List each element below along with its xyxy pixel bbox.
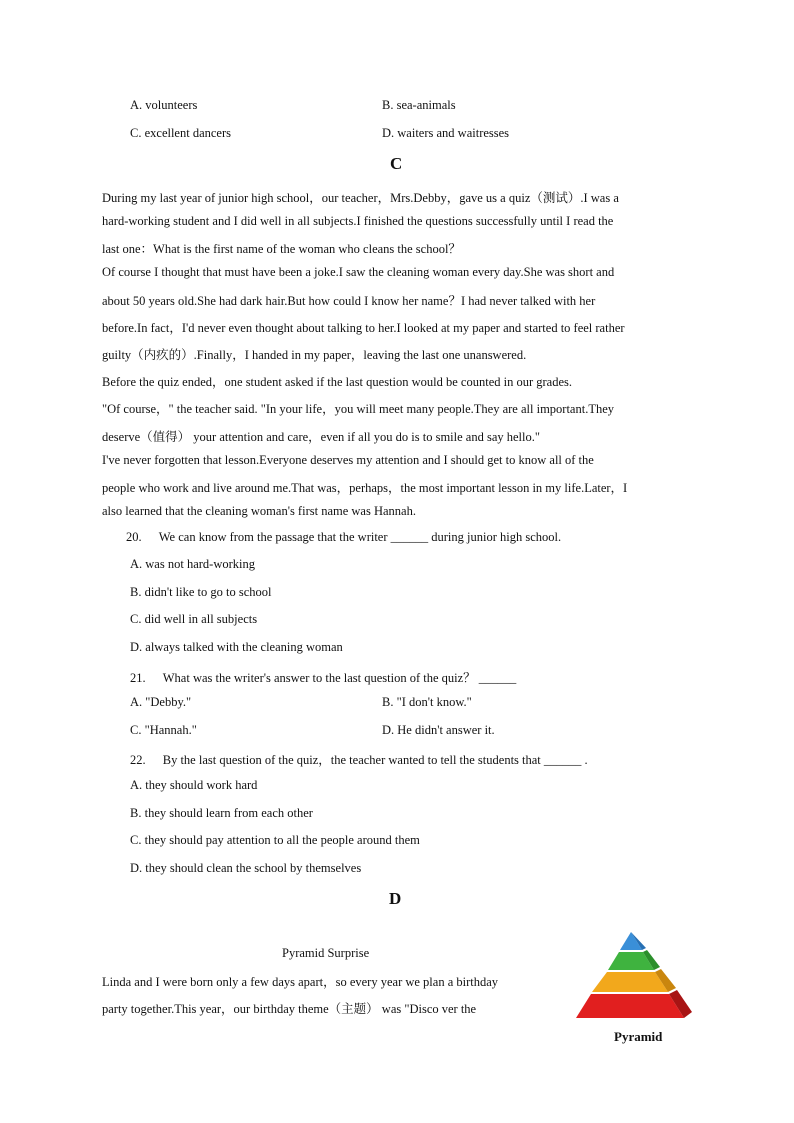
option-letter: C. — [130, 833, 142, 847]
option-b — [382, 695, 472, 710]
option-d — [382, 723, 495, 738]
question-stem: What was the writer's answer to the last question of the quiz？ ______ — [162, 671, 517, 685]
option-a — [130, 778, 257, 793]
passage-line: last one：What is the first name of the woman who cleans the school？ — [102, 242, 461, 256]
question-number: 22. — [130, 753, 146, 767]
option-text: "Debby." — [145, 695, 192, 709]
pyramid-caption: Pyramid — [614, 1029, 663, 1044]
option-d — [382, 126, 509, 141]
passage-line: about 50 years old.She had dark hair.But how could I know her name？I had never talked with her — [102, 294, 596, 308]
option-letter: B. — [382, 98, 394, 112]
option-letter: C. — [130, 126, 142, 140]
option-letter: B. — [130, 806, 142, 820]
option-letter: A. — [130, 557, 143, 571]
option-text: didn't like to go to school — [144, 585, 272, 599]
option-letter: D. — [382, 723, 395, 737]
pyramid-layer-red — [576, 994, 684, 1018]
passage-line: "Of course，" the teacher said. "In your life，you will meet many people.They are all important.They — [102, 402, 615, 416]
option-text: "I don't know." — [396, 695, 472, 709]
pyramid-graphic — [572, 930, 694, 1026]
option-c — [130, 126, 231, 141]
passage-line: guilty（内疚的）.Finally，I handed in my paper，leaving the last one unanswered. — [102, 348, 527, 362]
passage-line: deserve（值得） your attention and care，even if all you do is to smile and say hello." — [102, 430, 540, 444]
option-c — [130, 833, 420, 848]
passage-line: also learned that the cleaning woman's first name was Hannah. — [102, 504, 416, 518]
option-letter: D. — [130, 861, 143, 875]
option-c — [130, 612, 257, 627]
passage-title: Pyramid Surprise — [282, 946, 370, 960]
option-letter: B. — [130, 585, 142, 599]
option-text: excellent dancers — [144, 126, 232, 140]
option-letter: C. — [130, 723, 142, 737]
passage-line: people who work and live around me.That was，perhaps，the most important lesson in my life.Later，I — [102, 481, 628, 495]
option-letter: B. — [382, 695, 394, 709]
question-21 — [130, 668, 516, 686]
option-text: they should learn from each other — [144, 806, 313, 820]
option-b — [382, 98, 456, 113]
passage-line: Linda and I were born only a few days apart，so every year we plan a birthday — [102, 975, 499, 989]
option-letter: C. — [130, 612, 142, 626]
passage-line: I've never forgotten that lesson.Everyone deserves my attention and I should get to know all of the — [102, 453, 594, 467]
option-d — [130, 861, 361, 876]
option-text: they should pay attention to all the people around them — [144, 833, 420, 847]
pyramid-image — [572, 930, 694, 1048]
passage-line: Of course I thought that must have been a joke.I saw the cleaning woman every day.She was short and — [102, 265, 615, 279]
option-b — [130, 585, 272, 600]
option-letter: A. — [130, 98, 143, 112]
passage-line: During my last year of junior high school，our teacher，Mrs.Debby，gave us a quiz（测试）.I was a — [102, 191, 619, 205]
option-text: sea-animals — [396, 98, 456, 112]
pyramid-layer-orange — [592, 972, 668, 992]
section-c-heading: C — [390, 154, 403, 173]
option-text: volunteers — [145, 98, 198, 112]
option-text: always talked with the cleaning woman — [145, 640, 343, 654]
option-text: did well in all subjects — [144, 612, 258, 626]
option-text: waiters and waitresses — [397, 126, 510, 140]
question-number: 21. — [130, 671, 146, 685]
option-c — [130, 723, 197, 738]
option-letter: D. — [130, 640, 143, 654]
option-letter: D. — [382, 126, 395, 140]
option-letter: A. — [130, 778, 143, 792]
passage-line: hard-working student and I did well in all subjects.I finished the questions successfully until I read the — [102, 214, 614, 228]
passage-line: before.In fact，I'd never even thought about talking to her.I looked at my paper and started to feel rather — [102, 321, 625, 335]
option-text: was not hard-working — [145, 557, 255, 571]
option-a — [130, 695, 191, 710]
option-b — [130, 806, 313, 821]
question-22 — [130, 750, 588, 768]
option-letter: A. — [130, 695, 143, 709]
option-text: they should clean the school by themselves — [145, 861, 362, 875]
question-stem: By the last question of the quiz，the teacher wanted to tell the students that ______ . — [162, 753, 588, 767]
question-stem: We can know from the passage that the writer ______ during junior high school. — [158, 530, 562, 544]
option-text: they should work hard — [145, 778, 258, 792]
question-20 — [126, 530, 561, 545]
option-text: He didn't answer it. — [397, 723, 495, 737]
passage-line: Before the quiz ended，one student asked if the last question would be counted in our grades. — [102, 375, 573, 389]
question-number: 20. — [126, 530, 142, 544]
passage-line: party together.This year，our birthday theme（主题） was "Disco ver the — [102, 1002, 477, 1016]
option-a — [130, 557, 255, 572]
option-text: "Hannah." — [144, 723, 197, 737]
section-d-heading: D — [389, 889, 402, 908]
option-a — [130, 98, 197, 113]
option-d — [130, 640, 343, 655]
